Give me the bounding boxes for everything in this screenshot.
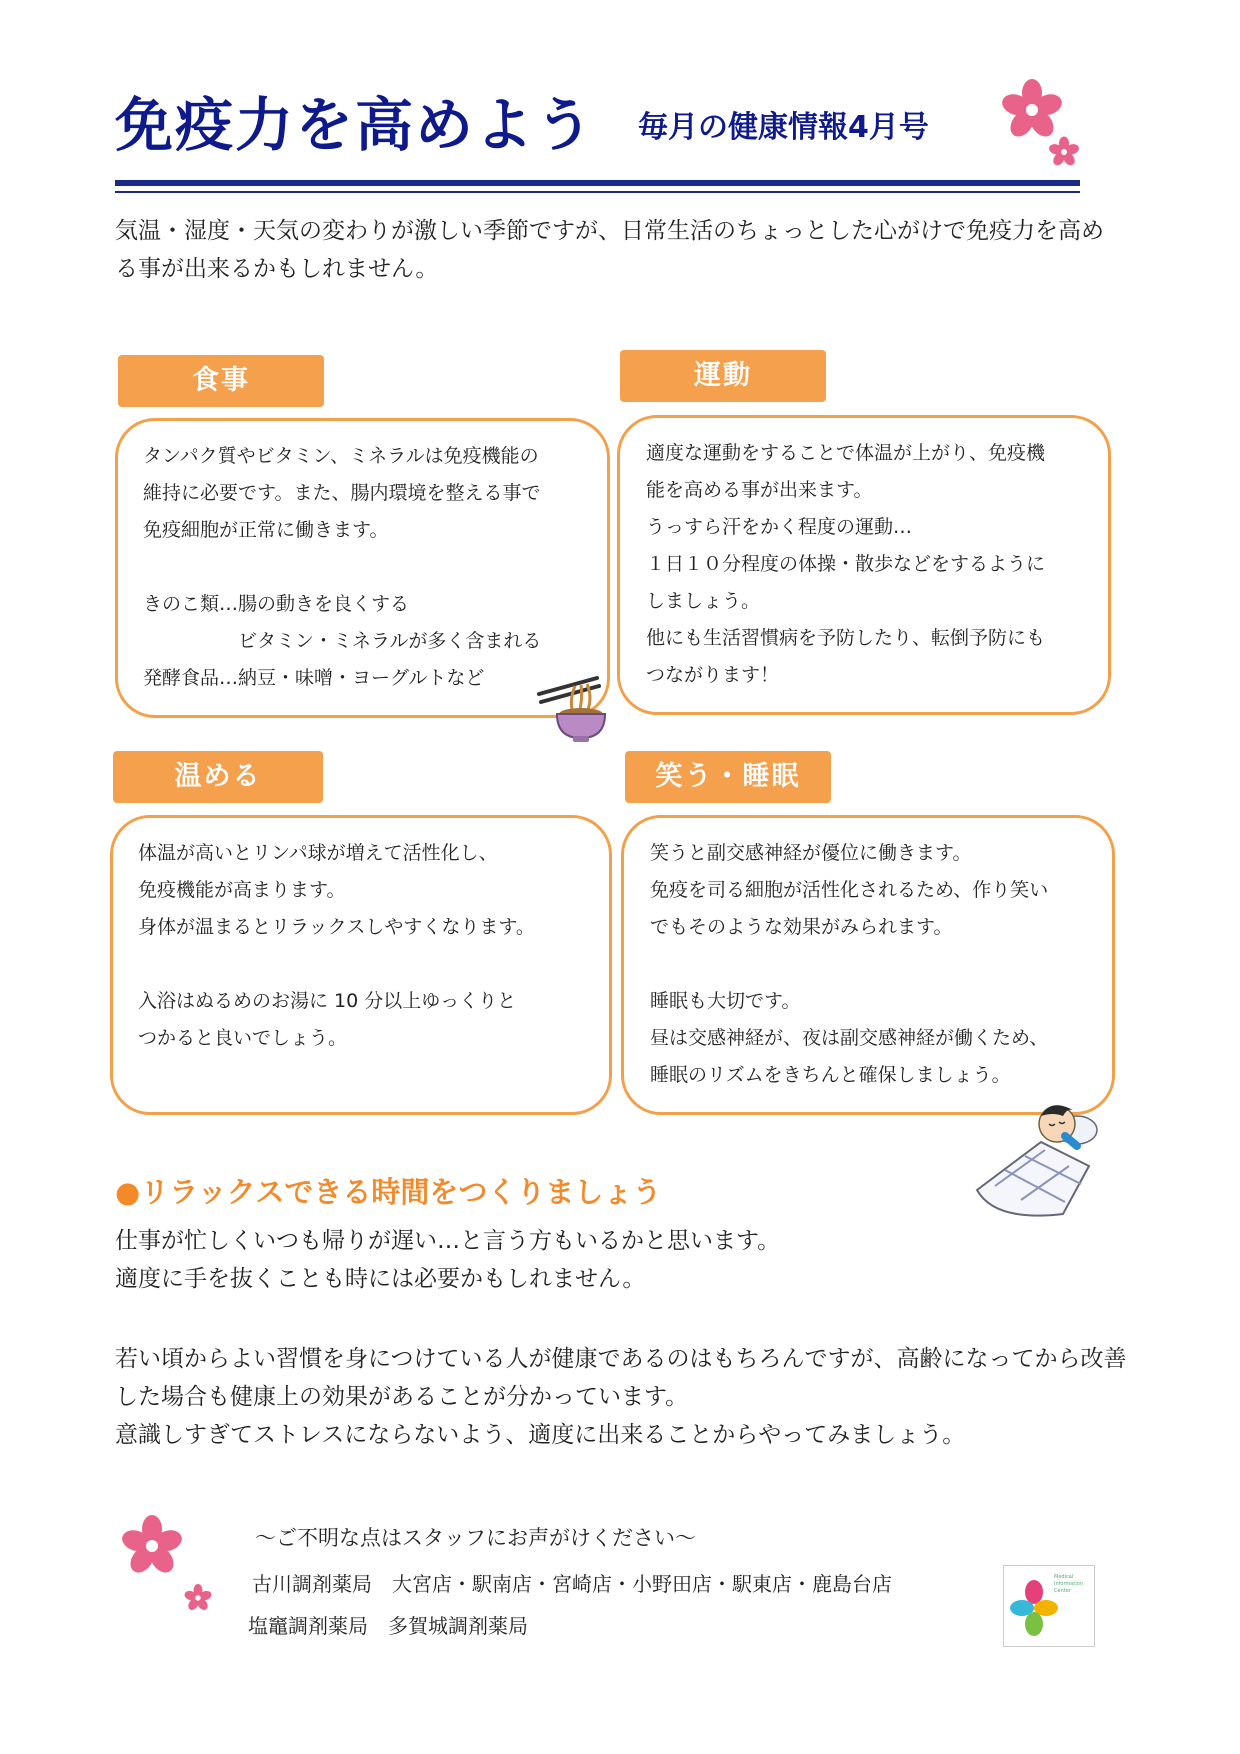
card-warm-text: 体温が高いとリンパ球が増えて活性化し、 免疫機能が高まります。 身体が温まるとリラックスしやすくなります。 入浴はぬるめのお湯に 10 分以上ゆっくりと つかると良いでしょう。 (138, 842, 535, 1049)
card-exercise-text: 適度な運動をすることで体温が上がり、免疫機 能を高める事が出来ます。 うっすら汗をかく程度の運動… １日１０分程度の体操・散歩などをするように しましょう。 他にも生活習慣病を予防したり、転倒予防にも つながります！ (646, 442, 1046, 686)
footer-note: ～ご不明な点はスタッフにお声がけください～ (255, 1526, 696, 1550)
footer-pharmacy-line-2: 塩竈調剤薬局 多賀城調剤薬局 (248, 1614, 528, 1638)
tab-exercise: 運動 (620, 350, 826, 402)
card-laugh-sleep-text: 笑うと副交感神経が優位に働きます。 免疫を司る細胞が活性化されるため、作り笑い でもそのような効果がみられます。 睡眠も大切です。 昼は交感神経が、夜は副交感神経が働くため、 睡眠のリズムをきちんと確保しましょう。 (650, 842, 1049, 1086)
natto-bowl-icon (535, 672, 615, 752)
title-rule-thin (115, 191, 1080, 193)
section-heading-relax: ●リラックスできる時間をつくりましょう (115, 1175, 662, 1209)
tab-laugh-sleep: 笑う・睡眠 (625, 751, 831, 803)
sleeping-person-icon (965, 1090, 1105, 1230)
tab-warm: 温める (113, 751, 323, 803)
sakura-flower-icon (992, 72, 1092, 172)
relax-paragraph-1: 仕事が忙しくいつも帰りが遅い…と言う方もいるかと思います。 適度に手を抜くことも時には必要かもしれません。 (115, 1228, 781, 1292)
footer-pharmacy-line-1: 古川調剤薬局 大宮店・駅南店・宮崎店・小野田店・駅東店・鹿島台店 (252, 1572, 892, 1596)
card-meal-text: タンパク質やビタミン、ミネラルは免疫機能の 維持に必要です。また、腸内環境を整える事で 免疫細胞が正常に働きます。 きのこ類…腸の動きを良くする ビタミン・ミネラルが多く含まれる 発酵食品…納豆・味噌・ヨーグルトなど (143, 445, 542, 689)
page-title: 免疫力を高めよう (115, 91, 596, 159)
tab-meal: 食事 (118, 355, 324, 407)
relax-paragraph-2: 若い頃からよい習慣を身につけている人が健康であるのはもちろんですが、高齢になってから改善した場合も健康上の効果があることが分かっています。 意識しすぎてストレスにならないよう、適度に出来ることからやってみましょう。 (115, 1346, 1127, 1448)
title-rule (115, 180, 1080, 186)
page-subtitle: 毎月の健康情報4月号 (638, 110, 929, 145)
intro-text: 気温・湿度・天気の変わりが激しい季節ですが、日常生活のちょっとした心がけで免疫力を高める事が出来るかもしれません。 (115, 218, 1104, 282)
logo-caption: Medical Information Center (1054, 1574, 1083, 1594)
pharmacy-logo (1003, 1565, 1095, 1647)
sakura-flower-icon (118, 1510, 228, 1620)
